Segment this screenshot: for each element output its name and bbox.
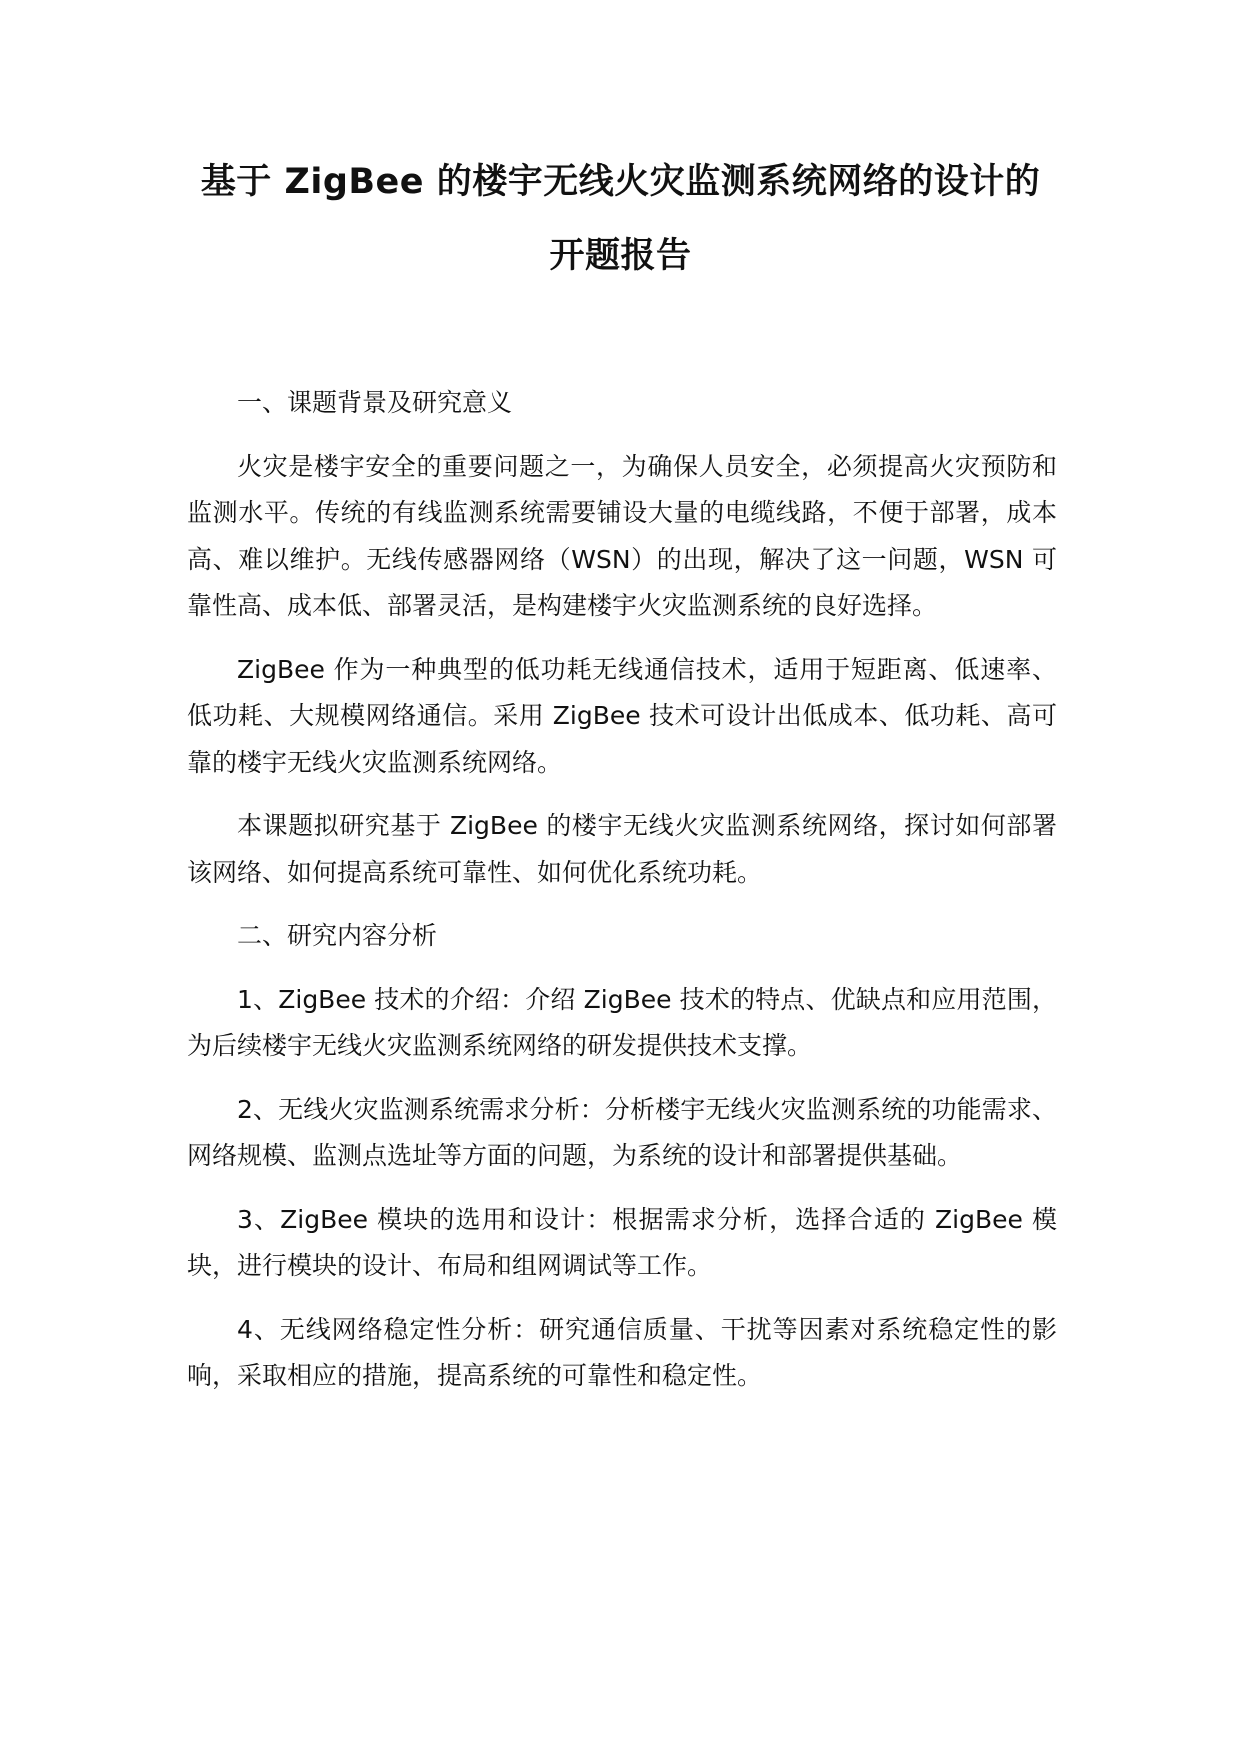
list-item-stability: 4、无线网络稳定性分析：研究通信质量、干扰等因素对系统稳定性的影响，采取相应的措施，提高系统的可靠性和稳定性。	[187, 1314, 1057, 1390]
paragraph-research-goal: 本课题拟研究基于 ZigBee 的楼宇无线火灾监测系统网络，探讨如何部署该网络、如何提高系统可靠性、如何优化系统功耗。	[187, 811, 1057, 887]
list-item-zigbee-tech: 1、ZigBee 技术的介绍：介绍 ZigBee 技术的特点、优缺点和应用范围，为后续楼宇无线火灾监测系统网络的研发提供技术支撑。	[187, 984, 1057, 1060]
section-heading-content-analysis: 二、研究内容分析	[237, 921, 438, 950]
document-title-line-1: 基于 ZigBee 的楼宇无线火灾监测系统网络的设计的	[200, 162, 1041, 202]
paragraph-fire-safety: 火灾是楼宇安全的重要问题之一，为确保人员安全，必须提高火灾预防和监测水平。传统的有线监测系统需要铺设大量的电缆线路，不便于部署，成本高、难以维护。无线传感器网络（WSN）的出现，解决了这一问题，WSN 可靠性高、成本低、部署灵活，是构建楼宇火灾监测系统的良好选择。	[187, 451, 1057, 620]
list-item-requirements: 2、无线火灾监测系统需求分析：分析楼宇无线火灾监测系统的功能需求、网络规模、监测点选址等方面的问题，为系统的设计和部署提供基础。	[187, 1094, 1057, 1170]
document-title-line-2: 开题报告	[549, 236, 692, 276]
list-item-module-design: 3、ZigBee 模块的选用和设计：根据需求分析，选择合适的 ZigBee 模块，进行模块的设计、布局和组网调试等工作。	[187, 1204, 1057, 1280]
document-body	[187, 380, 1057, 1417]
paragraph-zigbee-intro: ZigBee 作为一种典型的低功耗无线通信技术，适用于短距离、低速率、低功耗、大规模网络通信。采用 ZigBee 技术可设计出低成本、低功耗、高可靠的楼宇无线火灾监测系统网络。	[187, 654, 1057, 777]
section-heading-background: 一、课题背景及研究意义	[237, 388, 513, 417]
